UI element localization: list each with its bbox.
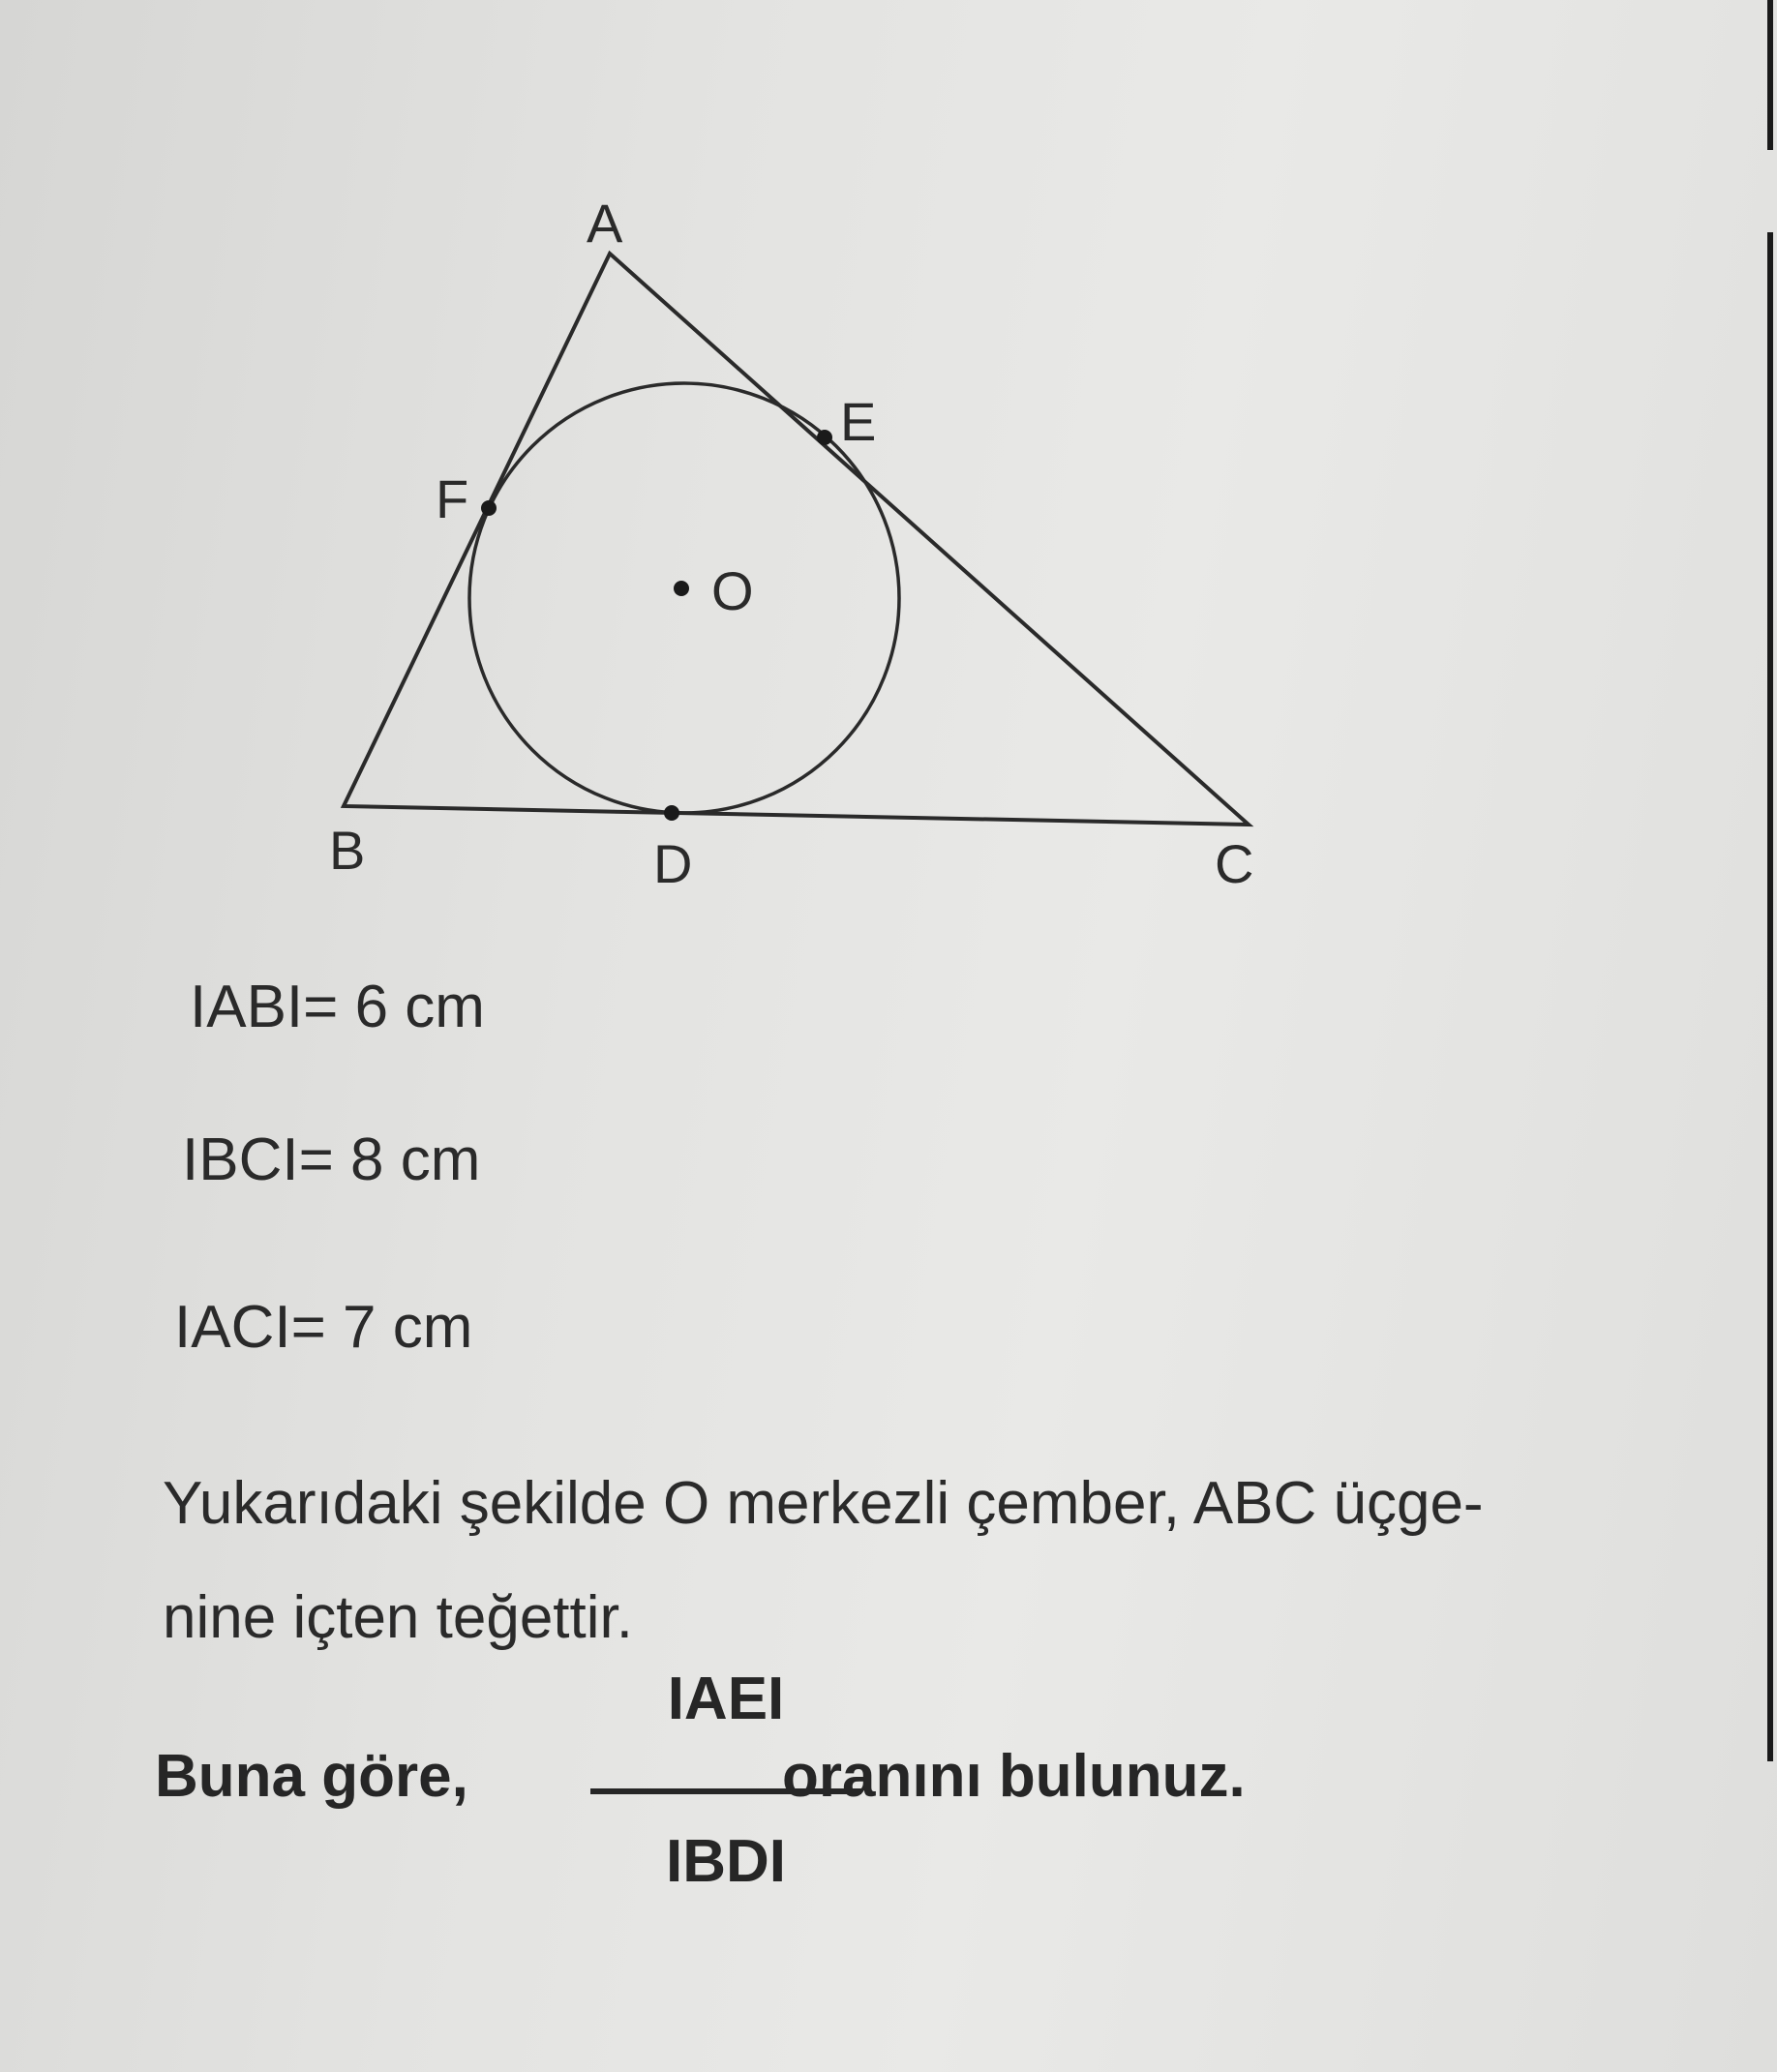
- point-label-d: D: [653, 833, 693, 894]
- statement-line-2: nine içten teğettir.: [163, 1584, 633, 1651]
- problem-statement: [163, 1447, 1711, 1675]
- vertex-label-a: A: [587, 193, 623, 254]
- measurement-bc: IBCI= 8 cm: [182, 1126, 481, 1193]
- question-block: [155, 1665, 1703, 1916]
- fraction-denominator: IBDI: [666, 1828, 786, 1895]
- center-point-o: [674, 581, 689, 596]
- fraction-numerator: IAEI: [667, 1666, 785, 1732]
- incircle: [469, 383, 899, 813]
- vertex-label-c: C: [1215, 833, 1254, 894]
- tangent-point-d: [664, 805, 679, 821]
- center-label-o: O: [711, 560, 754, 621]
- triangle-incircle-figure: [0, 0, 1777, 948]
- question-lead: Buna göre,: [155, 1743, 468, 1810]
- tangent-point-f: [481, 500, 497, 516]
- question-tail: oranını bulunuz.: [782, 1743, 1246, 1810]
- tangent-point-e: [817, 430, 832, 445]
- statement-line-1: Yukarıdaki şekilde O merkezli çember, ABC üçge-: [163, 1470, 1484, 1537]
- measurement-ab: IABI= 6 cm: [190, 974, 485, 1040]
- measurement-ac: IACI= 7 cm: [174, 1294, 473, 1361]
- point-label-f: F: [436, 468, 469, 529]
- vertex-label-b: B: [329, 820, 366, 881]
- point-label-e: E: [840, 391, 877, 452]
- figure-svg: [0, 0, 1777, 948]
